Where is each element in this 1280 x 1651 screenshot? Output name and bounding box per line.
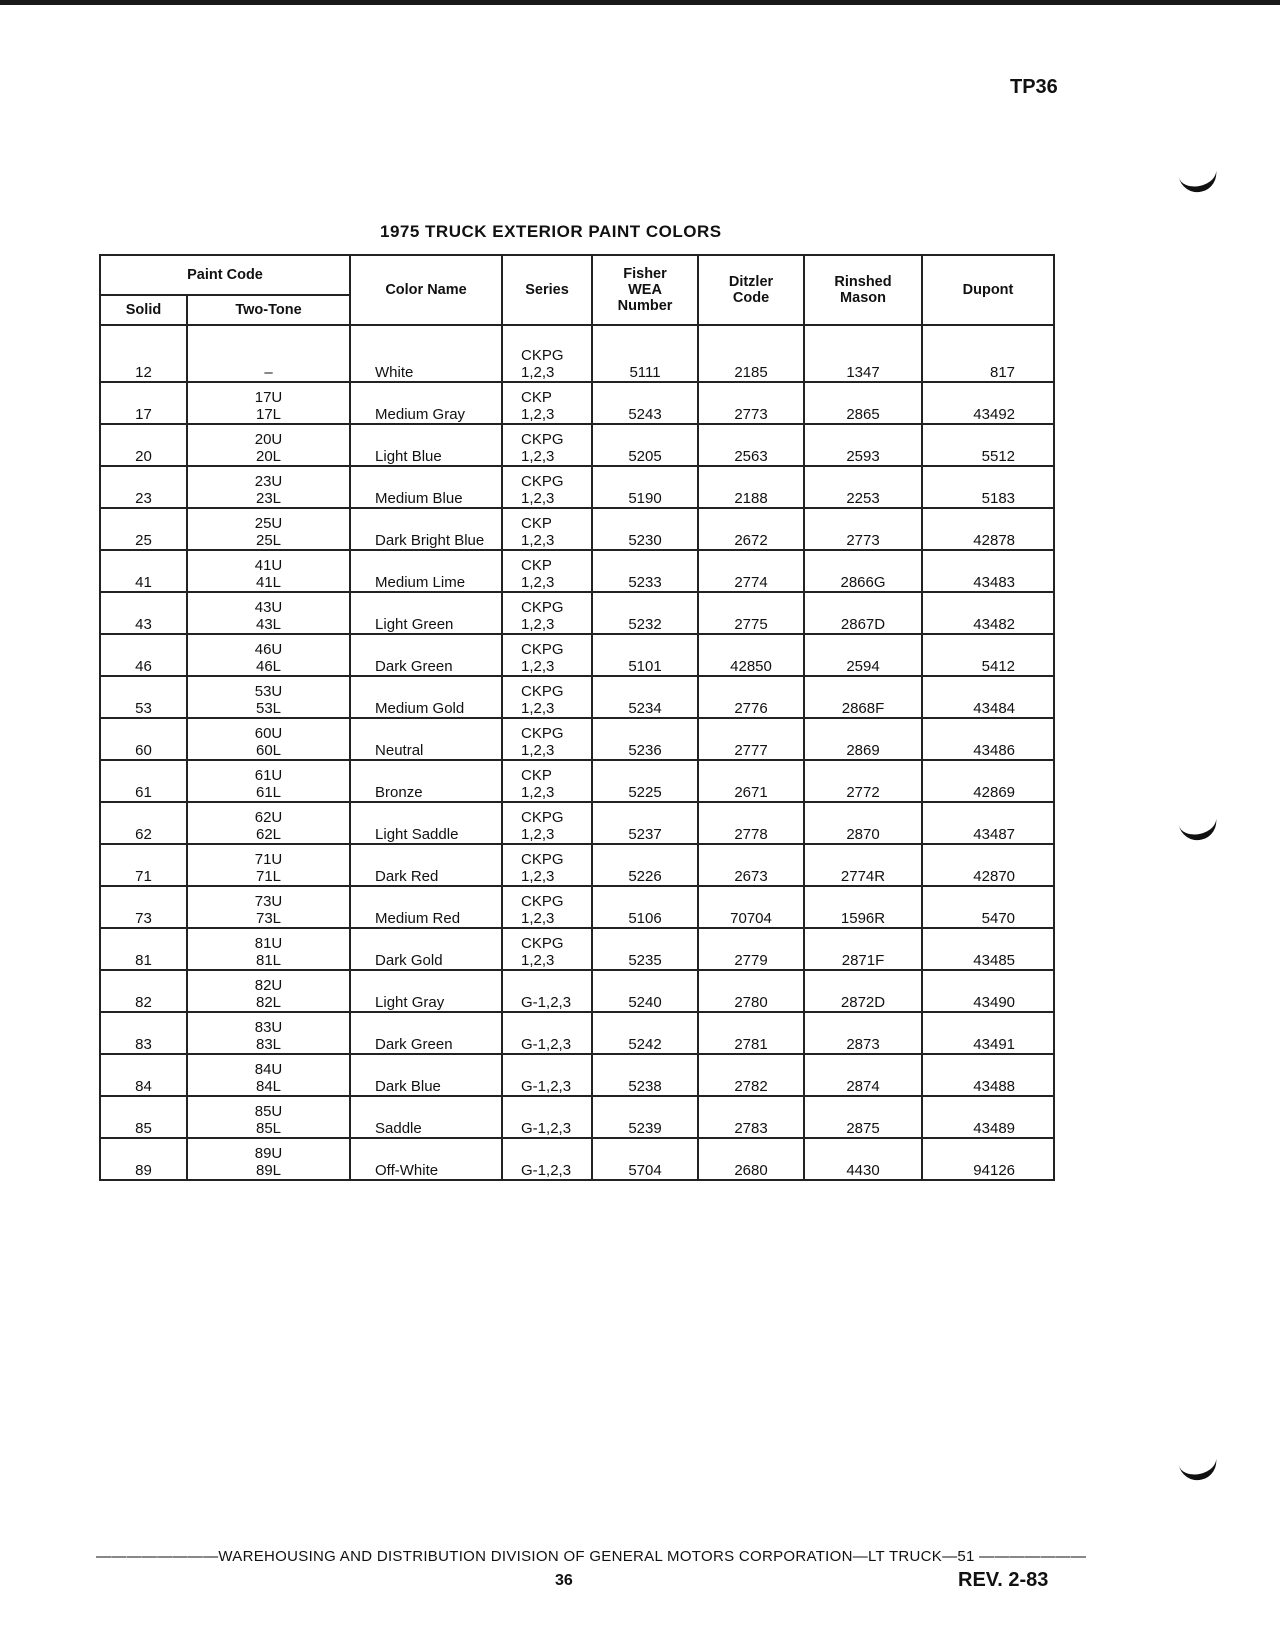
color-name-cell: Light Saddle <box>350 802 502 844</box>
series-numbers: 1,2,3 <box>521 574 555 591</box>
dupont-cell: 43482 <box>922 592 1054 634</box>
series-models: CKP <box>521 515 552 532</box>
header-two-tone: Two-Tone <box>187 295 350 325</box>
series-cell <box>502 886 592 928</box>
fisher-number-cell: 5106 <box>592 886 698 928</box>
solid-code-cell: 60 <box>100 718 187 760</box>
dupont-cell: 43487 <box>922 802 1054 844</box>
header-rinshed-line-2: Mason <box>840 290 886 306</box>
table-row <box>100 676 1054 718</box>
table-row <box>100 844 1054 886</box>
series-cell <box>502 928 592 970</box>
two-tone-code-cell <box>187 760 350 802</box>
two-tone-code-cell <box>187 928 350 970</box>
two-tone-code-cell <box>187 1138 350 1180</box>
two-tone-upper: 62U <box>254 809 283 826</box>
series-models: CKPG <box>521 347 564 364</box>
series-numbers: G-1,2,3 <box>521 1078 572 1095</box>
two-tone-lower: 61L <box>255 784 282 801</box>
solid-code-cell: 12 <box>100 325 187 382</box>
color-name-cell: Off-White <box>350 1138 502 1180</box>
table-row <box>100 802 1054 844</box>
color-name-cell: Medium Gray <box>350 382 502 424</box>
ditzler-code-cell: 2775 <box>698 592 804 634</box>
series-numbers: G-1,2,3 <box>521 1120 572 1137</box>
rinshed-mason-cell: 1347 <box>804 325 922 382</box>
series-cell <box>502 508 592 550</box>
series-models: CKP <box>521 557 552 574</box>
color-name-cell: Light Gray <box>350 970 502 1012</box>
solid-code-cell: 17 <box>100 382 187 424</box>
rinshed-mason-cell: 2773 <box>804 508 922 550</box>
series-cell <box>502 1138 592 1180</box>
solid-code-cell: 61 <box>100 760 187 802</box>
dupont-cell: 43491 <box>922 1012 1054 1054</box>
dupont-cell: 5470 <box>922 886 1054 928</box>
solid-code-cell: 83 <box>100 1012 187 1054</box>
solid-code-cell: 73 <box>100 886 187 928</box>
two-tone-code-cell <box>187 1054 350 1096</box>
series-numbers: G-1,2,3 <box>521 1036 572 1053</box>
two-tone-code-cell <box>187 844 350 886</box>
series-models: CKPG <box>521 431 564 448</box>
rinshed-mason-cell: 2873 <box>804 1012 922 1054</box>
color-name-cell: Dark Red <box>350 844 502 886</box>
ditzler-code-cell: 2777 <box>698 718 804 760</box>
series-models: CKP <box>521 767 552 784</box>
two-tone-lower: 62L <box>255 826 282 843</box>
dupont-cell: 43483 <box>922 550 1054 592</box>
two-tone-lower: 73L <box>255 910 282 927</box>
table-row <box>100 1096 1054 1138</box>
rinshed-mason-cell: 2253 <box>804 466 922 508</box>
series-numbers: 1,2,3 <box>521 448 555 465</box>
dupont-cell: 43486 <box>922 718 1054 760</box>
series-models: CKPG <box>521 599 564 616</box>
series-numbers: 1,2,3 <box>521 532 555 549</box>
ditzler-code-cell: 2673 <box>698 844 804 886</box>
series-cell <box>502 466 592 508</box>
dupont-cell: 42869 <box>922 760 1054 802</box>
series-models: CKPG <box>521 473 564 490</box>
dupont-cell: 43490 <box>922 970 1054 1012</box>
series-numbers: 1,2,3 <box>521 406 555 423</box>
table-row <box>100 466 1054 508</box>
series-cell <box>502 718 592 760</box>
solid-code-cell: 85 <box>100 1096 187 1138</box>
header-color-name: Color Name <box>350 255 502 325</box>
color-name-cell: Dark Gold <box>350 928 502 970</box>
series-numbers: 1,2,3 <box>521 490 555 507</box>
fisher-number-cell: 5237 <box>592 802 698 844</box>
table-row <box>100 325 1054 382</box>
series-cell <box>502 424 592 466</box>
solid-code-cell: 43 <box>100 592 187 634</box>
two-tone-lower: 20L <box>255 448 282 465</box>
two-tone-code-cell <box>187 970 350 1012</box>
two-tone-upper: 23U <box>254 473 283 490</box>
fisher-number-cell: 5111 <box>592 325 698 382</box>
ditzler-code-cell: 2782 <box>698 1054 804 1096</box>
two-tone-code-cell <box>187 550 350 592</box>
series-cell <box>502 844 592 886</box>
dupont-cell: 43488 <box>922 1054 1054 1096</box>
header-fisher-line-3: Number <box>617 298 673 314</box>
fisher-number-cell: 5226 <box>592 844 698 886</box>
fisher-number-cell: 5240 <box>592 970 698 1012</box>
ditzler-code-cell: 2773 <box>698 382 804 424</box>
series-cell <box>502 634 592 676</box>
color-name-cell: Dark Green <box>350 634 502 676</box>
header-fisher-line-1: Fisher <box>623 266 667 282</box>
fisher-number-cell: 5101 <box>592 634 698 676</box>
series-cell <box>502 1054 592 1096</box>
table-row <box>100 634 1054 676</box>
dupont-cell: 817 <box>922 325 1054 382</box>
series-cell <box>502 970 592 1012</box>
fisher-number-cell: 5243 <box>592 382 698 424</box>
table-row <box>100 592 1054 634</box>
solid-code-cell: 41 <box>100 550 187 592</box>
series-numbers: G-1,2,3 <box>521 994 572 1011</box>
dupont-cell: 43489 <box>922 1096 1054 1138</box>
rinshed-mason-cell: 2594 <box>804 634 922 676</box>
series-models: CKPG <box>521 725 564 742</box>
solid-code-cell: 46 <box>100 634 187 676</box>
fisher-number-cell: 5230 <box>592 508 698 550</box>
color-name-cell: Saddle <box>350 1096 502 1138</box>
two-tone-lower: 53L <box>255 700 282 717</box>
series-numbers: 1,2,3 <box>521 910 555 927</box>
series-cell <box>502 592 592 634</box>
series-cell <box>502 802 592 844</box>
series-cell <box>502 382 592 424</box>
ditzler-code-cell: 70704 <box>698 886 804 928</box>
fisher-number-cell: 5205 <box>592 424 698 466</box>
two-tone-code-cell <box>187 508 350 550</box>
series-numbers: 1,2,3 <box>521 658 555 675</box>
header-ditzler-code <box>698 255 804 325</box>
rinshed-mason-cell: 2593 <box>804 424 922 466</box>
color-name-cell: White <box>350 325 502 382</box>
two-tone-lower: 71L <box>255 868 282 885</box>
two-tone-upper: 17U <box>254 389 283 406</box>
series-cell <box>502 1096 592 1138</box>
two-tone-upper: 61U <box>254 767 283 784</box>
header-series: Series <box>502 255 592 325</box>
series-models: CKPG <box>521 935 564 952</box>
series-numbers: G-1,2,3 <box>521 1162 572 1179</box>
two-tone-lower: 25L <box>255 532 282 549</box>
two-tone-code-cell <box>187 592 350 634</box>
two-tone-lower: 85L <box>255 1120 282 1137</box>
ditzler-code-cell: 2778 <box>698 802 804 844</box>
two-tone-code-cell <box>187 634 350 676</box>
ditzler-code-cell: 2680 <box>698 1138 804 1180</box>
ditzler-code-cell: 2781 <box>698 1012 804 1054</box>
header-ditzler-line-2: Code <box>732 290 770 306</box>
two-tone-code-cell <box>187 886 350 928</box>
ditzler-code-cell: 2671 <box>698 760 804 802</box>
two-tone-lower: 83L <box>255 1036 282 1053</box>
ditzler-code-cell: 2780 <box>698 970 804 1012</box>
rinshed-mason-cell: 2867D <box>804 592 922 634</box>
solid-code-cell: 20 <box>100 424 187 466</box>
two-tone-upper: 43U <box>254 599 283 616</box>
series-numbers: 1,2,3 <box>521 700 555 717</box>
series-cell <box>502 325 592 382</box>
fisher-number-cell: 5190 <box>592 466 698 508</box>
color-name-cell: Dark Green <box>350 1012 502 1054</box>
two-tone-code-cell <box>187 718 350 760</box>
series-cell <box>502 676 592 718</box>
two-tone-lower: 60L <box>255 742 282 759</box>
table-row <box>100 550 1054 592</box>
series-numbers: 1,2,3 <box>521 616 555 633</box>
color-name-cell: Medium Lime <box>350 550 502 592</box>
header-paint-code: Paint Code <box>100 255 350 295</box>
two-tone-upper: 60U <box>254 725 283 742</box>
footer-page-number: 36 <box>555 1572 573 1589</box>
top-edge-rule <box>0 0 1280 5</box>
series-numbers: 1,2,3 <box>521 784 555 801</box>
two-tone-lower: 46L <box>255 658 282 675</box>
series-models: CKPG <box>521 893 564 910</box>
two-tone-upper: 83U <box>254 1019 283 1036</box>
table-row <box>100 382 1054 424</box>
series-cell <box>502 1012 592 1054</box>
color-name-cell: Bronze <box>350 760 502 802</box>
two-tone-upper: 53U <box>254 683 283 700</box>
series-numbers: 1,2,3 <box>521 868 555 885</box>
table-row <box>100 928 1054 970</box>
color-name-cell: Light Blue <box>350 424 502 466</box>
two-tone-lower: 82L <box>255 994 282 1011</box>
ditzler-code-cell: 2776 <box>698 676 804 718</box>
series-models: CKPG <box>521 683 564 700</box>
two-tone-code-cell <box>187 1096 350 1138</box>
ditzler-code-cell: 42850 <box>698 634 804 676</box>
series-models: CKP <box>521 389 552 406</box>
rinshed-mason-cell: 2772 <box>804 760 922 802</box>
two-tone-code-cell <box>187 424 350 466</box>
table-row <box>100 1012 1054 1054</box>
header-solid: Solid <box>100 295 187 325</box>
two-tone-code-cell <box>187 466 350 508</box>
rinshed-mason-cell: 2868F <box>804 676 922 718</box>
two-tone-upper: 81U <box>254 935 283 952</box>
dupont-cell: 42878 <box>922 508 1054 550</box>
fisher-number-cell: 5225 <box>592 760 698 802</box>
rinshed-mason-cell: 2874 <box>804 1054 922 1096</box>
two-tone-lower: 23L <box>255 490 282 507</box>
two-tone-lower: 81L <box>255 952 282 969</box>
series-cell <box>502 760 592 802</box>
two-tone-lower: 84L <box>255 1078 282 1095</box>
rinshed-mason-cell: 2875 <box>804 1096 922 1138</box>
binder-hole-mark-icon <box>1178 166 1220 195</box>
ditzler-code-cell: 2783 <box>698 1096 804 1138</box>
rinshed-mason-cell: 2865 <box>804 382 922 424</box>
two-tone-code-cell <box>187 676 350 718</box>
two-tone-lower: 43L <box>255 616 282 633</box>
dupont-cell: 43484 <box>922 676 1054 718</box>
paint-colors-table <box>99 254 1055 1181</box>
two-tone-upper: 73U <box>254 893 283 910</box>
two-tone-code-cell <box>187 802 350 844</box>
table-row <box>100 970 1054 1012</box>
color-name-cell: Dark Blue <box>350 1054 502 1096</box>
rinshed-mason-cell: 2866G <box>804 550 922 592</box>
fisher-number-cell: 5242 <box>592 1012 698 1054</box>
binder-hole-mark-icon <box>1178 1454 1220 1483</box>
rinshed-mason-cell: 2869 <box>804 718 922 760</box>
ditzler-code-cell: 2188 <box>698 466 804 508</box>
series-numbers: 1,2,3 <box>521 742 555 759</box>
header-rinshed-line-1: Rinshed <box>834 274 892 290</box>
table-row <box>100 718 1054 760</box>
binder-hole-mark-icon <box>1178 814 1220 843</box>
series-models: CKPG <box>521 851 564 868</box>
solid-code-cell: 23 <box>100 466 187 508</box>
table-row <box>100 1138 1054 1180</box>
table-row <box>100 886 1054 928</box>
color-name-cell: Neutral <box>350 718 502 760</box>
rinshed-mason-cell: 2872D <box>804 970 922 1012</box>
solid-code-cell: 71 <box>100 844 187 886</box>
header-ditzler-line-1: Ditzler <box>728 274 774 290</box>
dupont-cell: 94126 <box>922 1138 1054 1180</box>
header-fisher-line-2: WEA <box>628 282 662 298</box>
solid-code-cell: 62 <box>100 802 187 844</box>
two-tone-code-cell <box>187 1012 350 1054</box>
rinshed-mason-cell: 4430 <box>804 1138 922 1180</box>
solid-code-cell: 25 <box>100 508 187 550</box>
rinshed-mason-cell: 2870 <box>804 802 922 844</box>
table-row <box>100 508 1054 550</box>
solid-code-cell: 81 <box>100 928 187 970</box>
ditzler-code-cell: 2185 <box>698 325 804 382</box>
two-tone-code-cell <box>187 325 350 382</box>
table-row <box>100 424 1054 466</box>
two-tone-lower: 89L <box>255 1162 282 1179</box>
fisher-number-cell: 5234 <box>592 676 698 718</box>
series-numbers: 1,2,3 <box>521 826 555 843</box>
table-row <box>100 1054 1054 1096</box>
solid-code-cell: 84 <box>100 1054 187 1096</box>
two-tone-upper: 71U <box>254 851 283 868</box>
two-tone-upper: 41U <box>254 557 283 574</box>
series-models: CKPG <box>521 641 564 658</box>
two-tone-upper: 89U <box>254 1145 283 1162</box>
solid-code-cell: 89 <box>100 1138 187 1180</box>
solid-code-cell: 53 <box>100 676 187 718</box>
color-name-cell: Dark Bright Blue <box>350 508 502 550</box>
table-row <box>100 760 1054 802</box>
solid-code-cell: 82 <box>100 970 187 1012</box>
dupont-cell: 5412 <box>922 634 1054 676</box>
dupont-cell: 5512 <box>922 424 1054 466</box>
two-tone-upper: 25U <box>254 515 283 532</box>
series-numbers: 1,2,3 <box>521 952 555 969</box>
fisher-number-cell: 5238 <box>592 1054 698 1096</box>
footer-revision: REV. 2-83 <box>958 1569 1049 1591</box>
header-dupont: Dupont <box>922 255 1054 325</box>
dupont-cell: 42870 <box>922 844 1054 886</box>
dupont-cell: 43485 <box>922 928 1054 970</box>
rinshed-mason-cell: 1596R <box>804 886 922 928</box>
two-tone-lower: – <box>264 364 273 381</box>
two-tone-upper: 85U <box>254 1103 283 1120</box>
two-tone-upper: 84U <box>254 1061 283 1078</box>
two-tone-upper: 20U <box>254 431 283 448</box>
footer-division-line: ————————WAREHOUSING AND DISTRIBUTION DIVISION OF GENERAL MOTORS CORPORATION—LT TRUCK—51 ——————— <box>96 1548 1087 1565</box>
rinshed-mason-cell: 2871F <box>804 928 922 970</box>
two-tone-upper: 46U <box>254 641 283 658</box>
page-id: TP36 <box>1010 76 1058 98</box>
color-name-cell: Medium Blue <box>350 466 502 508</box>
two-tone-upper: 82U <box>254 977 283 994</box>
color-name-cell: Medium Gold <box>350 676 502 718</box>
fisher-number-cell: 5235 <box>592 928 698 970</box>
fisher-number-cell: 5236 <box>592 718 698 760</box>
dupont-cell: 5183 <box>922 466 1054 508</box>
ditzler-code-cell: 2774 <box>698 550 804 592</box>
series-models: CKPG <box>521 809 564 826</box>
series-cell <box>502 550 592 592</box>
ditzler-code-cell: 2672 <box>698 508 804 550</box>
two-tone-lower: 41L <box>255 574 282 591</box>
fisher-number-cell: 5232 <box>592 592 698 634</box>
series-numbers: 1,2,3 <box>521 364 555 381</box>
fisher-number-cell: 5239 <box>592 1096 698 1138</box>
color-name-cell: Light Green <box>350 592 502 634</box>
two-tone-lower: 17L <box>255 406 282 423</box>
header-fisher-wea-number <box>592 255 698 325</box>
fisher-number-cell: 5704 <box>592 1138 698 1180</box>
two-tone-code-cell <box>187 382 350 424</box>
fisher-number-cell: 5233 <box>592 550 698 592</box>
dupont-cell: 43492 <box>922 382 1054 424</box>
document-title: 1975 TRUCK EXTERIOR PAINT COLORS <box>380 222 722 241</box>
ditzler-code-cell: 2563 <box>698 424 804 466</box>
ditzler-code-cell: 2779 <box>698 928 804 970</box>
header-rinshed-mason <box>804 255 922 325</box>
rinshed-mason-cell: 2774R <box>804 844 922 886</box>
color-name-cell: Medium Red <box>350 886 502 928</box>
